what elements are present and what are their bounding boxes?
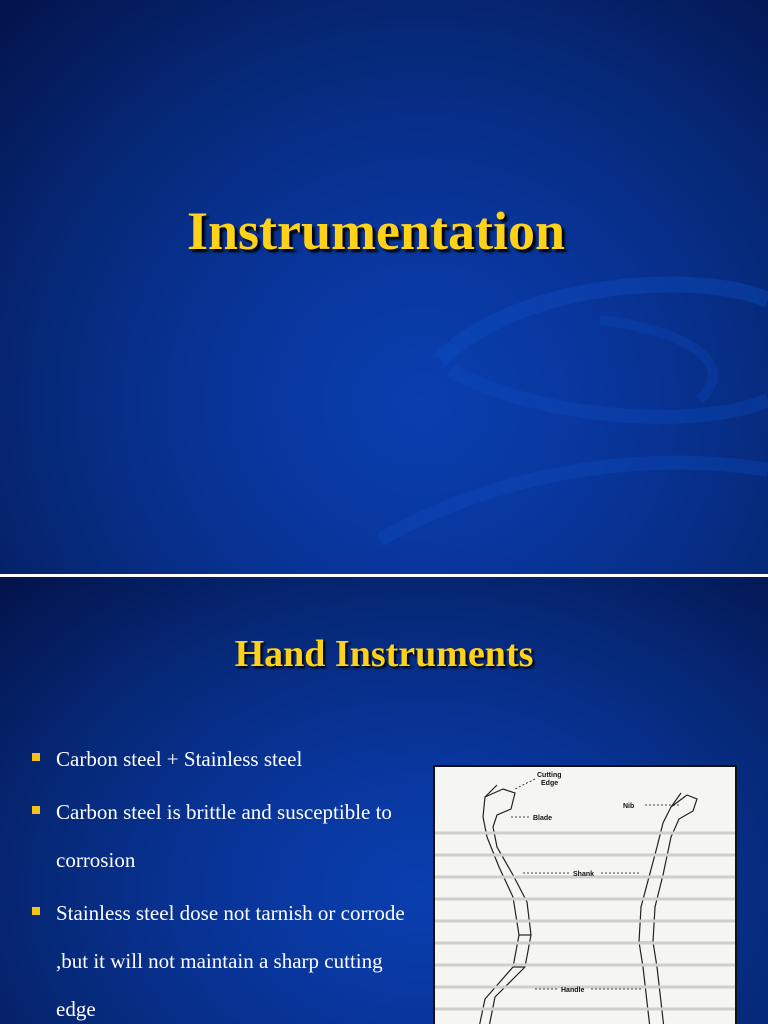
label-cutting-edge-2: Edge (541, 780, 559, 787)
bullet-item (32, 788, 412, 884)
bullet-marker-icon (32, 806, 40, 814)
bullet-text: Carbon steel + Stainless steel (56, 747, 303, 771)
bullet-marker-icon (32, 753, 40, 761)
bullet-text: Stainless steel dose not tarnish or corrode ,but it will not maintain a sharp cutting edge (56, 901, 405, 1021)
right-instrument-drawing (639, 793, 697, 1024)
leader-lines (511, 779, 679, 989)
background-text-lines (435, 833, 735, 1009)
instrument-diagram (433, 765, 737, 1024)
bullet-marker-icon (32, 907, 40, 915)
slide-title: Hand Instruments (234, 633, 534, 675)
label-blade: Blade (533, 815, 553, 822)
instrument-diagram-svg (435, 767, 735, 1024)
bullet-item (32, 735, 412, 783)
label-nib: Nib (623, 803, 635, 810)
label-cutting-edge: Cutting (537, 772, 562, 779)
content-slide (0, 577, 768, 1024)
bullet-text: Carbon steel is brittle and susceptible to corrosion (56, 800, 392, 872)
label-handle: Handle (561, 987, 585, 994)
slide-title: Instrumentation (186, 201, 566, 261)
label-shank: Shank (573, 871, 595, 878)
bullet-item (32, 889, 412, 1024)
bullet-list (32, 735, 412, 1024)
